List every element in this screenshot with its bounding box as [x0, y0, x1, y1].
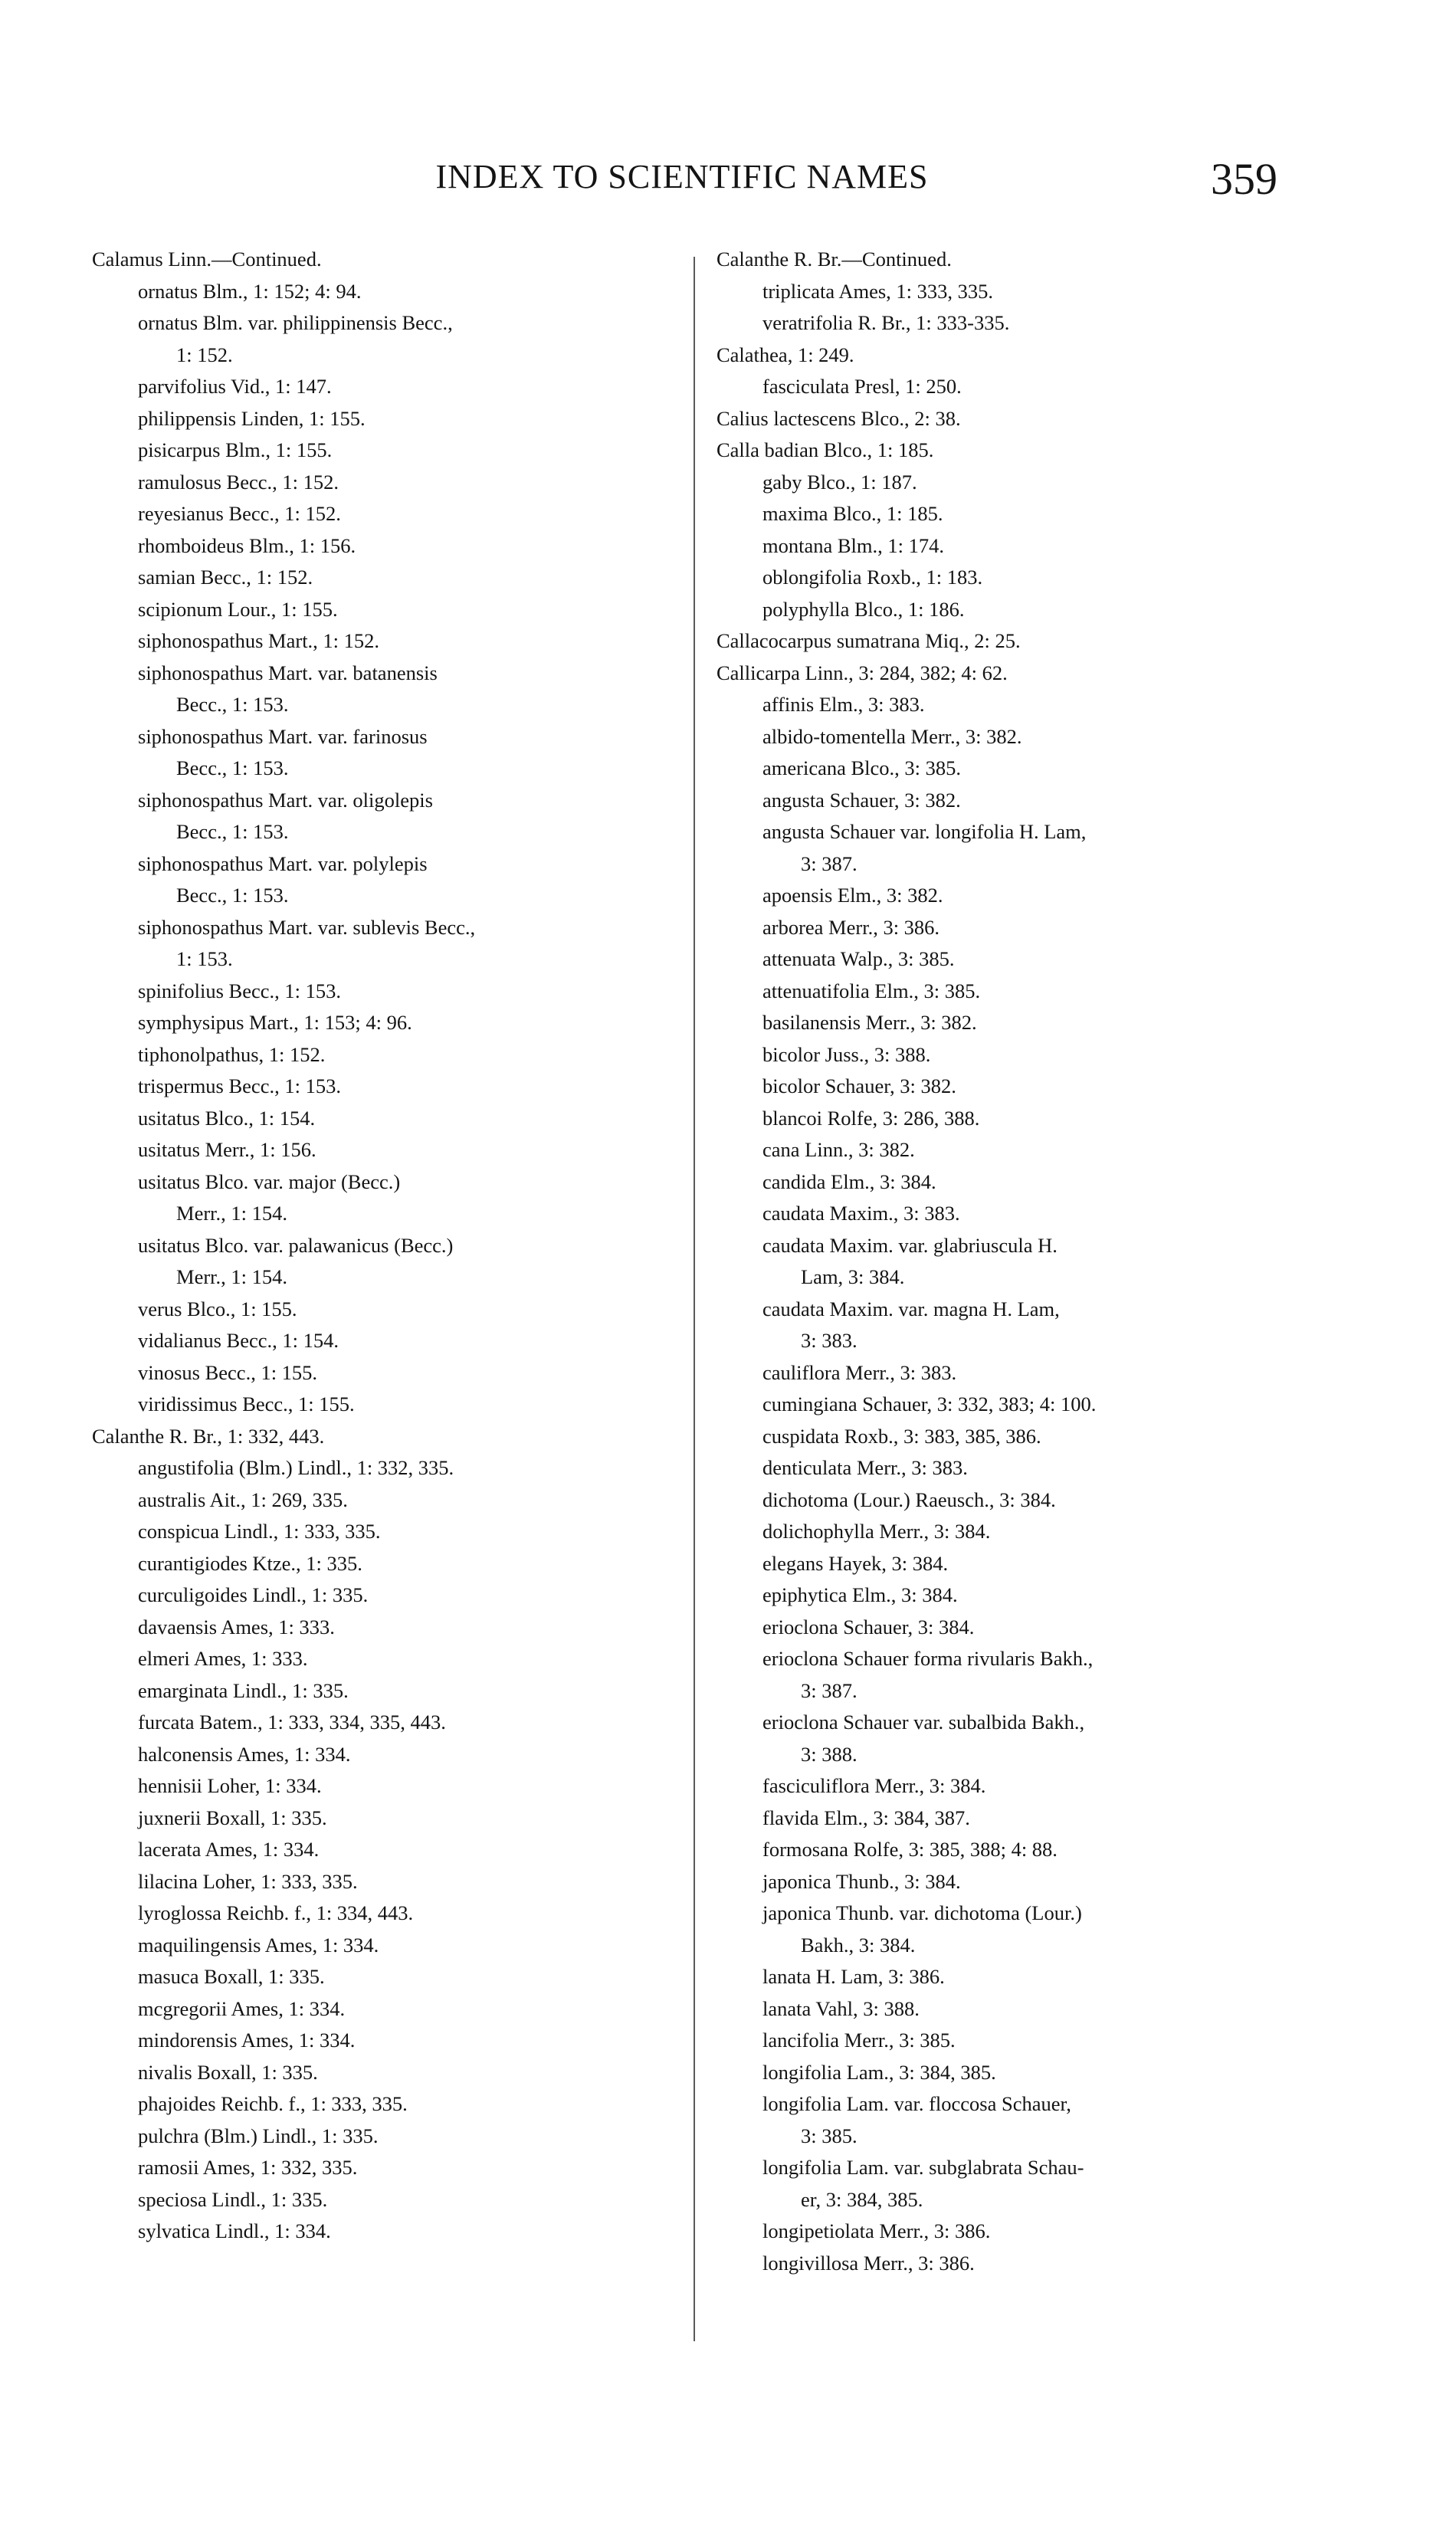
index-entry-continuation: 3: 383.	[801, 1329, 858, 1352]
index-species-entry: maxima Blco., 1: 185.	[762, 502, 943, 525]
index-species-entry: longipetiolata Merr., 3: 386.	[762, 2219, 991, 2242]
index-species-entry: pisicarpus Blm., 1: 155.	[138, 438, 333, 461]
index-entry-continuation: er, 3: 384, 385.	[801, 2187, 923, 2211]
index-entry-continuation: Lam, 3: 384.	[801, 1265, 905, 1288]
index-species-entry: usitatus Blco., 1: 154.	[138, 1106, 316, 1130]
index-species-entry: usitatus Merr., 1: 156.	[138, 1138, 316, 1161]
index-entry-continuation: Becc., 1: 153.	[176, 756, 289, 779]
index-species-entry: usitatus Blco. var. palawanicus (Becc.)	[138, 1233, 454, 1257]
index-species-entry: erioclona Schauer var. subalbida Bakh.,	[762, 1711, 1085, 1734]
index-species-entry: emarginata Lindl., 1: 335.	[138, 1678, 349, 1702]
index-genus-entry: Calla badian Blco., 1: 185.	[717, 438, 934, 461]
index-species-entry: polyphylla Blco., 1: 186.	[762, 597, 965, 621]
index-species-entry: spinifolius Becc., 1: 153.	[138, 979, 341, 1002]
index-species-entry: curculigoides Lindl., 1: 335.	[138, 1583, 369, 1606]
index-species-entry: americana Blco., 3: 385.	[762, 756, 962, 779]
index-species-entry: montana Blm., 1: 174.	[762, 533, 945, 557]
index-entry-continuation: 3: 388.	[801, 1742, 858, 1766]
index-species-entry: vinosus Becc., 1: 155.	[138, 1360, 318, 1384]
index-species-entry: phajoides Reichb. f., 1: 333, 335.	[138, 2092, 408, 2115]
index-species-entry: affinis Elm., 3: 383.	[762, 693, 925, 716]
index-species-entry: samian Becc., 1: 152.	[138, 566, 313, 589]
index-species-entry: gaby Blco., 1: 187.	[762, 470, 917, 494]
index-species-entry: tiphonolpathus, 1: 152.	[138, 1042, 326, 1066]
index-species-entry: maquilingensis Ames, 1: 334.	[138, 1933, 379, 1957]
index-species-entry: bicolor Schauer, 3: 382.	[762, 1074, 956, 1097]
index-species-entry: cana Linn., 3: 382.	[762, 1138, 915, 1161]
index-species-entry: siphonospathus Mart. var. sublevis Becc.,	[138, 915, 476, 939]
index-species-entry: cumingiana Schauer, 3: 332, 383; 4: 100.	[762, 1392, 1097, 1415]
index-species-entry: attenuata Walp., 3: 385.	[762, 947, 955, 970]
index-column-left	[92, 244, 682, 2248]
index-species-entry: formosana Rolfe, 3: 385, 388; 4: 88.	[762, 1838, 1058, 1861]
index-species-entry: ornatus Blm., 1: 152; 4: 94.	[138, 279, 362, 303]
index-entry-continuation: Becc., 1: 153.	[176, 820, 289, 843]
index-species-entry: conspicua Lindl., 1: 333, 335.	[138, 1520, 381, 1543]
index-species-entry: cuspidata Roxb., 3: 383, 385, 386.	[762, 1424, 1041, 1448]
index-species-entry: mindorensis Ames, 1: 334.	[138, 2029, 356, 2052]
index-species-entry: speciosa Lindl., 1: 335.	[138, 2187, 328, 2211]
index-species-entry: lilacina Loher, 1: 333, 335.	[138, 1869, 358, 1893]
index-species-entry: furcata Batem., 1: 333, 334, 335, 443.	[138, 1711, 446, 1734]
page-number: 359	[1211, 154, 1277, 204]
index-species-entry: ornatus Blm. var. philippinensis Becc.,	[138, 311, 453, 334]
index-genus-entry: Calanthe R. Br.—Continued.	[717, 248, 952, 271]
index-species-entry: longifolia Lam. var. subglabrata Schau-	[762, 2156, 1084, 2179]
index-entry-continuation: 3: 385.	[801, 2124, 858, 2147]
index-species-entry: parvifolius Vid., 1: 147.	[138, 375, 332, 398]
index-species-entry: fasciculiflora Merr., 3: 384.	[762, 1774, 986, 1797]
index-species-entry: angustifolia (Blm.) Lindl., 1: 332, 335.	[138, 1456, 454, 1479]
index-species-entry: sylvatica Lindl., 1: 334.	[138, 2219, 331, 2242]
index-genus-entry: Callacocarpus sumatrana Miq., 2: 25.	[717, 629, 1021, 652]
index-species-entry: bicolor Juss., 3: 388.	[762, 1042, 931, 1066]
index-species-entry: philippensis Linden, 1: 155.	[138, 406, 366, 430]
index-species-entry: basilanensis Merr., 3: 382.	[762, 1011, 977, 1034]
index-species-entry: albido-tomentella Merr., 3: 382.	[762, 724, 1022, 748]
index-species-entry: scipionum Lour., 1: 155.	[138, 597, 338, 621]
index-column-right	[717, 244, 1307, 2279]
index-species-entry: longifolia Lam., 3: 384, 385.	[762, 2060, 996, 2084]
index-species-entry: australis Ait., 1: 269, 335.	[138, 1488, 348, 1511]
index-species-entry: attenuatifolia Elm., 3: 385.	[762, 979, 981, 1002]
index-entry-continuation: 3: 387.	[801, 851, 858, 875]
index-species-entry: pulchra (Blm.) Lindl., 1: 335.	[138, 2124, 379, 2147]
index-species-entry: vidalianus Becc., 1: 154.	[138, 1329, 339, 1352]
index-species-entry: viridissimus Becc., 1: 155.	[138, 1392, 355, 1415]
index-species-entry: siphonospathus Mart. var. batanensis	[138, 661, 438, 684]
index-species-entry: mcgregorii Ames, 1: 334.	[138, 1996, 346, 2020]
index-species-entry: apoensis Elm., 3: 382.	[762, 884, 943, 907]
index-species-entry: angusta Schauer var. longifolia H. Lam,	[762, 820, 1087, 843]
index-genus-entry: Calathea, 1: 249.	[717, 343, 854, 366]
index-species-entry: siphonospathus Mart. var. polylepis	[138, 851, 428, 875]
index-species-entry: rhomboideus Blm., 1: 156.	[138, 533, 356, 557]
index-species-entry: ramulosus Becc., 1: 152.	[138, 470, 339, 494]
index-species-entry: caudata Maxim. var. magna H. Lam,	[762, 1297, 1060, 1320]
index-genus-entry: Calius lactescens Blco., 2: 38.	[717, 406, 961, 430]
index-species-entry: nivalis Boxall, 1: 335.	[138, 2060, 318, 2084]
index-species-entry: fasciculata Presl, 1: 250.	[762, 375, 962, 398]
index-species-entry: erioclona Schauer, 3: 384.	[762, 1615, 975, 1638]
running-header-title: INDEX TO SCIENTIFIC NAMES	[435, 158, 929, 195]
index-species-entry: dolichophylla Merr., 3: 384.	[762, 1520, 991, 1543]
index-species-entry: japonica Thunb., 3: 384.	[762, 1869, 961, 1893]
index-species-entry: masuca Boxall, 1: 335.	[138, 1965, 325, 1988]
index-species-entry: caudata Maxim. var. glabriuscula H.	[762, 1233, 1058, 1257]
index-species-entry: halconensis Ames, 1: 334.	[138, 1742, 351, 1766]
index-species-entry: longivillosa Merr., 3: 386.	[762, 2251, 975, 2275]
index-species-entry: curantigiodes Ktze., 1: 335.	[138, 1551, 362, 1575]
index-species-entry: lanata Vahl, 3: 388.	[762, 1996, 920, 2020]
index-entry-continuation: Becc., 1: 153.	[176, 693, 289, 716]
index-entry-continuation: Becc., 1: 153.	[176, 884, 289, 907]
index-species-entry: flavida Elm., 3: 384, 387.	[762, 1806, 970, 1829]
index-entry-continuation: 3: 387.	[801, 1678, 858, 1702]
index-species-entry: oblongifolia Roxb., 1: 183.	[762, 566, 983, 589]
index-entry-continuation: Merr., 1: 154.	[176, 1202, 287, 1225]
column-divider	[694, 257, 695, 2341]
index-species-entry: ramosii Ames, 1: 332, 335.	[138, 2156, 358, 2179]
index-species-entry: lacerata Ames, 1: 334.	[138, 1838, 320, 1861]
index-entry-continuation: 1: 152.	[176, 343, 233, 366]
index-genus-entry: Callicarpa Linn., 3: 284, 382; 4: 62.	[717, 661, 1008, 684]
index-species-entry: symphysipus Mart., 1: 153; 4: 96.	[138, 1011, 412, 1034]
index-species-entry: japonica Thunb. var. dichotoma (Lour.)	[762, 1901, 1082, 1924]
index-species-entry: juxnerii Boxall, 1: 335.	[138, 1806, 327, 1829]
index-species-entry: caudata Maxim., 3: 383.	[762, 1202, 960, 1225]
index-species-entry: usitatus Blco. var. major (Becc.)	[138, 1169, 401, 1193]
index-entry-continuation: Bakh., 3: 384.	[801, 1933, 916, 1957]
index-species-entry: lyroglossa Reichb. f., 1: 334, 443.	[138, 1901, 414, 1924]
index-entry-continuation: Merr., 1: 154.	[176, 1265, 287, 1288]
index-genus-entry: Calanthe R. Br., 1: 332, 443.	[92, 1424, 325, 1448]
index-species-entry: candida Elm., 3: 384.	[762, 1169, 936, 1193]
index-species-entry: siphonospathus Mart. var. oligolepis	[138, 788, 433, 812]
index-species-entry: triplicata Ames, 1: 333, 335.	[762, 279, 994, 303]
index-species-entry: veratrifolia R. Br., 1: 333-335.	[762, 311, 1010, 334]
index-species-entry: reyesianus Becc., 1: 152.	[138, 502, 341, 525]
index-species-entry: davaensis Ames, 1: 333.	[138, 1615, 335, 1638]
index-species-entry: denticulata Merr., 3: 383.	[762, 1456, 968, 1479]
index-species-entry: elegans Hayek, 3: 384.	[762, 1551, 949, 1575]
index-species-entry: blancoi Rolfe, 3: 286, 388.	[762, 1106, 980, 1130]
index-species-entry: lancifolia Merr., 3: 385.	[762, 2029, 956, 2052]
index-species-entry: dichotoma (Lour.) Raeusch., 3: 384.	[762, 1488, 1056, 1511]
index-species-entry: arborea Merr., 3: 386.	[762, 915, 940, 939]
index-species-entry: cauliflora Merr., 3: 383.	[762, 1360, 957, 1384]
index-genus-entry: Calamus Linn.—Continued.	[92, 248, 322, 271]
index-species-entry: siphonospathus Mart., 1: 152.	[138, 629, 380, 652]
index-species-entry: elmeri Ames, 1: 333.	[138, 1647, 308, 1670]
index-species-entry: trispermus Becc., 1: 153.	[138, 1074, 341, 1097]
index-species-entry: erioclona Schauer forma rivularis Bakh.,	[762, 1647, 1094, 1670]
index-species-entry: verus Blco., 1: 155.	[138, 1297, 297, 1320]
index-species-entry: longifolia Lam. var. floccosa Schauer,	[762, 2092, 1071, 2115]
index-species-entry: epiphytica Elm., 3: 384.	[762, 1583, 958, 1606]
index-entry-continuation: 1: 153.	[176, 947, 233, 970]
index-species-entry: siphonospathus Mart. var. farinosus	[138, 724, 428, 748]
index-species-entry: angusta Schauer, 3: 382.	[762, 788, 961, 812]
index-species-entry: hennisii Loher, 1: 334.	[138, 1774, 322, 1797]
index-species-entry: lanata H. Lam, 3: 386.	[762, 1965, 945, 1988]
